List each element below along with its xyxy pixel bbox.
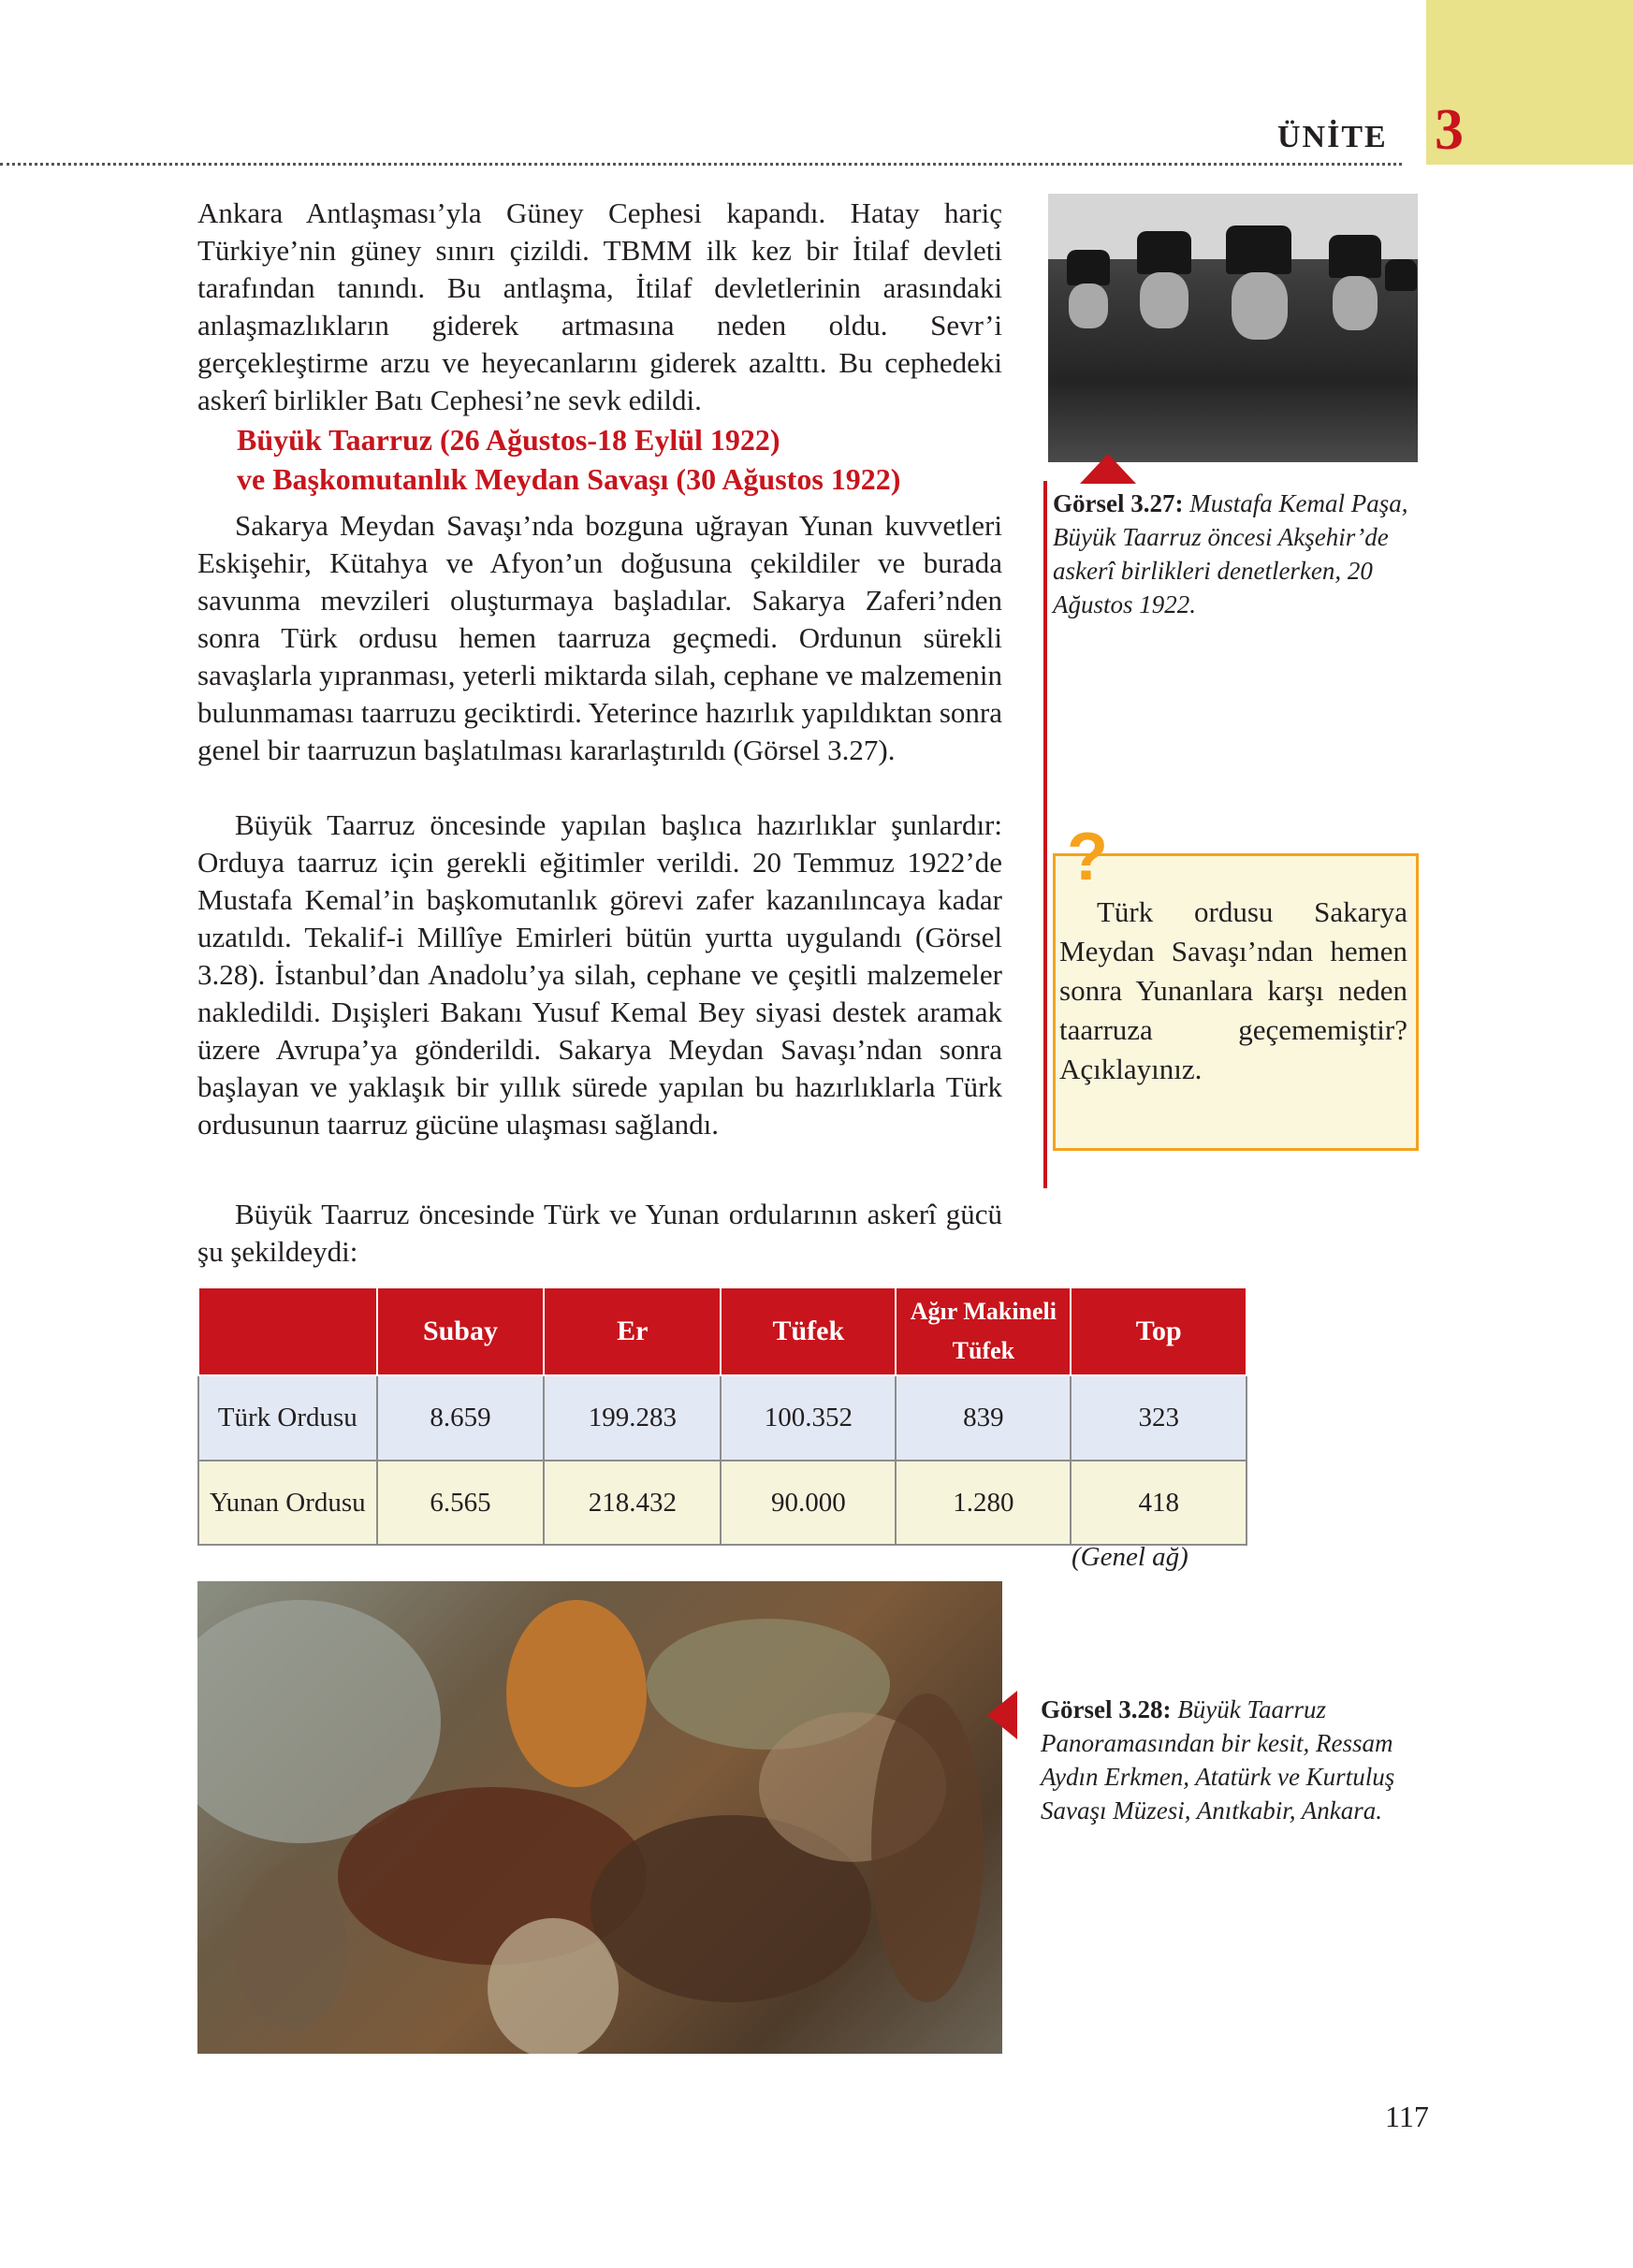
table-cell: 6.565 <box>377 1461 545 1546</box>
table-source: (Genel ağ) <box>1072 1542 1188 1572</box>
table-header-cell: Subay <box>377 1287 545 1375</box>
table-cell: 90.000 <box>721 1461 896 1546</box>
table-cell: 418 <box>1071 1461 1247 1546</box>
paragraph-military-strength: Büyük Taarruz öncesinde Türk ve Yunan ordularının askerî gücü şu şekildeydi: <box>197 1198 1002 1268</box>
figure-label-3-28: Görsel 3.28: <box>1041 1695 1172 1723</box>
figure-pointer-up-icon <box>1080 454 1136 484</box>
table-header-cell: Er <box>544 1287 721 1375</box>
photo-mustafa-kemal-inspection <box>1048 194 1418 462</box>
table-cell: 199.283 <box>544 1375 721 1461</box>
figure-pointer-left-icon <box>987 1691 1017 1739</box>
unit-number: 3 <box>1435 98 1464 162</box>
page-number: 117 <box>1385 2100 1429 2133</box>
unit-label: ÜNİTE <box>1277 120 1388 154</box>
table-row <box>198 1461 1247 1546</box>
figure-caption-text-3-27: Mustafa Kemal Paşa, Büyük Taarruz öncesi Akşehir’de askerî birlikleri denetlerken, 20 Ağustos 1922. <box>1053 489 1408 618</box>
table-cell: 839 <box>896 1375 1071 1461</box>
question-text: Türk ordusu Sakarya Meydan Savaşı’ndan hemen sonra Yunanlara karşı neden taarruza geçememiştir? Açıklayınız. <box>1059 895 1407 1085</box>
table-header-cell <box>198 1287 377 1375</box>
table-header-cell: Tüfek <box>721 1287 896 1375</box>
table-header-cell: Ağır Makineli Tüfek <box>896 1287 1071 1375</box>
table-cell: 100.352 <box>721 1375 896 1461</box>
table-cell: 323 <box>1071 1375 1247 1461</box>
paragraph-sakarya-retreat: Sakarya Meydan Savaşı’nda bozguna uğrayan Yunan kuvvetleri Eskişehir, Kütahya ve Afyon’un doğusuna çekildiler ve burada savunma mevzileri oluşturmaya başladılar. Sakarya Zaferi’nden sonra Türk ordusu hemen taarruza geçmedi. Ordunun sürekli savaşlarla yıpranması, yeterli miktarda silah, cephane ve malzemenin bulunmaması taarruzu geciktirdi. Yeterince hazırlık yapıldıktan sonra genel bir taarruzun başlatılması kararlaştırıldı (Görsel 3.27). <box>197 509 1002 766</box>
figure-caption-3-28 <box>1041 1693 1406 1827</box>
header-dotted-rule <box>0 163 1402 166</box>
side-column-rule <box>1043 481 1047 1188</box>
section-heading <box>237 420 1004 499</box>
question-mark-icon: ? <box>1067 820 1108 894</box>
table-header-row <box>198 1287 1247 1375</box>
paragraph-preparations: Büyük Taarruz öncesinde yapılan başlıca hazırlıklar şunlardır: Orduya taarruz için gerekli eğitimler verildi. 20 Temmuz 1922’de Mustafa Kemal’in başkomutanlık görevi zafer kazanılıncaya kadar uzatıldı. Tekalif-i Millîye Emirleri bütün yurtta uygulandı (Görsel 3.28). İstanbul’dan Anadolu’ya silah, cephane ve çeşitli malzemeler nakledildi. Dışişleri Bakanı Yusuf Kemal Bey siyasi destek aramak üzere Avrupa’ya gönderildi. Sakarya Meydan Savaşı’ndan sonra başlayan ve yaklaşık bir yıllık sürede yapılan bu hazırlıklarla Türk ordusunun taarruz gücüne ulaşması sağlandı. <box>197 808 1002 1141</box>
paragraph-ankara-treaty: Ankara Antlaşması’yla Güney Cephesi kapandı. Hatay hariç Türkiye’nin güney sınırı çizildi. TBMM ilk kez bir İtilaf devleti tarafından tanındı. Bu antlaşma, İtilaf devletlerinin arasındaki anlaşmazlıkların giderek artmasına neden oldu. Sevr’i gerçekleştirme arzu ve heyecanlarını giderek azalttı. Bu cephedeki askerî birlikler Batı Cephesi’ne sevk edildi. <box>197 196 1002 416</box>
table-cell: 8.659 <box>377 1375 545 1461</box>
table-header-cell: Top <box>1071 1287 1247 1375</box>
section-heading-line-2: ve Başkomutanlık Meydan Savaşı (30 Ağustos 1922) <box>237 462 901 496</box>
table-row-header: Yunan Ordusu <box>198 1461 377 1546</box>
table-row <box>198 1375 1247 1461</box>
section-heading-line-1: Büyük Taarruz (26 Ağustos-18 Eylül 1922) <box>237 423 780 457</box>
figure-caption-text-3-28: Büyük Taarruz Panoramasından bir kesit, Ressam Aydın Erkmen, Atatürk ve Kurtuluş Savaşı Müzesi, Anıtkabir, Ankara. <box>1041 1695 1395 1825</box>
table-row-header: Türk Ordusu <box>198 1375 377 1461</box>
figure-caption-3-27 <box>1053 487 1418 621</box>
army-strength-table <box>197 1287 1247 1546</box>
figure-label-3-27: Görsel 3.27: <box>1053 489 1184 517</box>
table-cell: 218.432 <box>544 1461 721 1546</box>
painting-panorama <box>197 1581 1002 2054</box>
table-cell: 1.280 <box>896 1461 1071 1546</box>
